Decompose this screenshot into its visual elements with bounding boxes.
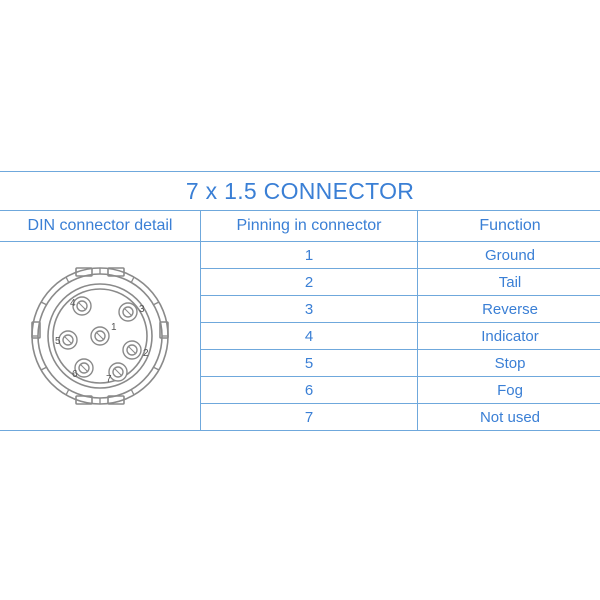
din-connector-front-view-icon bbox=[10, 244, 190, 429]
pin-label-3: 3 bbox=[139, 303, 145, 315]
pin-function: Not used bbox=[418, 404, 600, 431]
pin-label-1: 1 bbox=[111, 321, 117, 333]
din-connector-detail-cell bbox=[0, 242, 201, 431]
pin-number: 7 bbox=[201, 404, 418, 431]
pin-number: 5 bbox=[201, 350, 418, 377]
pin-function: Tail bbox=[418, 269, 600, 296]
pin-number: 4 bbox=[201, 323, 418, 350]
pin-function: Indicator bbox=[418, 323, 600, 350]
pin-label-4: 4 bbox=[70, 297, 76, 309]
pin-label-6: 6 bbox=[72, 368, 78, 380]
pin-number: 1 bbox=[201, 242, 418, 269]
pin-function: Stop bbox=[418, 350, 600, 377]
page-title: 7 x 1.5 CONNECTOR bbox=[185, 177, 415, 204]
connector-table-block bbox=[0, 171, 600, 431]
pin-label-7: 7 bbox=[106, 373, 112, 385]
diagram-title-row bbox=[0, 172, 600, 210]
pin-label-2: 2 bbox=[143, 347, 149, 359]
table-header-row bbox=[0, 211, 600, 242]
pin-table bbox=[0, 210, 600, 431]
pin-number: 6 bbox=[201, 377, 418, 404]
column-header-pinning: Pinning in connector bbox=[201, 211, 418, 242]
pin-function: Reverse bbox=[418, 296, 600, 323]
pin-number: 2 bbox=[201, 269, 418, 296]
pin-number: 3 bbox=[201, 296, 418, 323]
pin-function: Fog bbox=[418, 377, 600, 404]
pin-function: Ground bbox=[418, 242, 600, 269]
table-row bbox=[0, 242, 600, 269]
column-header-function: Function bbox=[418, 211, 600, 242]
pin-label-5: 5 bbox=[55, 335, 61, 347]
column-header-din-detail: DIN connector detail bbox=[0, 211, 201, 242]
